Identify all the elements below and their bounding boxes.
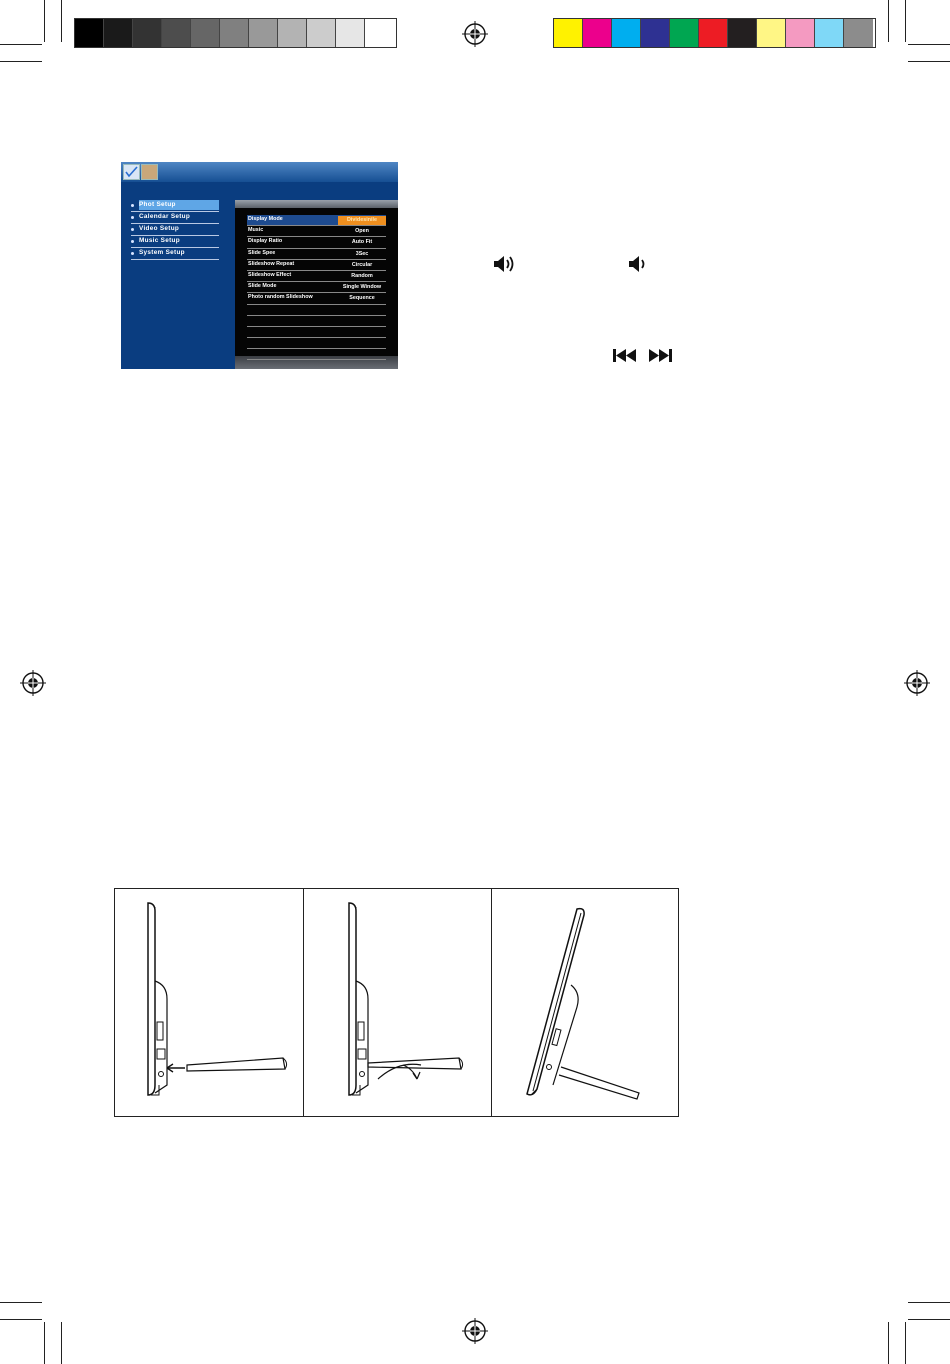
color-swatch (365, 19, 394, 47)
setting-row-slide-mode[interactable]: Slide Mode Single Window (247, 282, 386, 293)
volume-up-icon (493, 254, 517, 274)
setting-row-empty (247, 338, 386, 349)
crop-mark (905, 1322, 906, 1364)
color-swatch (757, 19, 786, 47)
color-swatch (583, 19, 612, 47)
settings-panel-header (235, 200, 398, 208)
crop-mark (0, 1302, 42, 1303)
bullet-icon (131, 252, 134, 255)
crop-mark (61, 1322, 62, 1364)
color-swatch (162, 19, 191, 47)
bullet-icon (131, 240, 134, 243)
rotate-stand-illustration (303, 889, 491, 1117)
standing-frame-illustration (491, 889, 679, 1117)
photo-tab-icon[interactable] (141, 164, 158, 180)
stand-installation-figure (114, 888, 679, 1117)
setup-tab-icon[interactable] (123, 164, 140, 180)
color-swatch (75, 19, 104, 47)
color-swatch (786, 19, 815, 47)
crop-mark (0, 1319, 42, 1320)
color-swatch (133, 19, 162, 47)
setup-menu-screenshot (121, 162, 398, 369)
crop-mark (888, 1322, 889, 1364)
color-swatch (336, 19, 365, 47)
setting-row-empty (247, 316, 386, 327)
volume-down-icon (628, 254, 648, 274)
setting-row-photo-random-slideshow[interactable]: Photo random Slideshow Sequence (247, 293, 386, 304)
color-swatch (220, 19, 249, 47)
crop-mark (888, 0, 889, 42)
setting-row-music[interactable]: Music Open (247, 226, 386, 237)
next-track-icon (648, 348, 672, 363)
color-swatch (641, 19, 670, 47)
menu-item-calendar-setup[interactable]: Calendar Setup (131, 212, 219, 224)
crop-mark (0, 61, 42, 62)
setting-row-empty (247, 349, 386, 360)
setting-row-empty (247, 305, 386, 316)
menu-top-bar (121, 162, 398, 182)
menu-item-system-setup[interactable]: System Setup (131, 248, 219, 260)
setting-row-empty (247, 327, 386, 338)
menu-item-video-setup[interactable]: Video Setup (131, 224, 219, 236)
color-swatch (815, 19, 844, 47)
bullet-icon (131, 216, 134, 219)
menu-item-phot-setup[interactable]: Phot Setup (131, 200, 219, 212)
settings-list (247, 215, 386, 360)
color-swatch (307, 19, 336, 47)
setting-row-slide-speed[interactable]: Slide Spee 3Sec (247, 249, 386, 260)
color-swatch (249, 19, 278, 47)
crop-mark (0, 44, 42, 45)
attach-stand-illustration (115, 889, 303, 1117)
crop-mark (908, 1302, 950, 1303)
setup-category-list (131, 200, 221, 260)
menu-item-music-setup[interactable]: Music Setup (131, 236, 219, 248)
crop-mark (908, 1319, 950, 1320)
color-swatch (278, 19, 307, 47)
setting-row-display-ratio[interactable]: Display Ratio Auto Fit (247, 237, 386, 248)
crop-mark (905, 0, 906, 42)
bullet-icon (131, 228, 134, 231)
color-swatch (191, 19, 220, 47)
setting-row-display-mode[interactable]: Display Mode Dividesinile (247, 215, 386, 226)
setting-row-slideshow-repeat[interactable]: Slideshow Repeat Circular (247, 260, 386, 271)
color-swatch (612, 19, 641, 47)
registration-mark-icon (462, 1318, 488, 1344)
bullet-icon (131, 204, 134, 207)
color-swatch (844, 19, 873, 47)
setting-row-slideshow-effect[interactable]: Slideshow Effect Random (247, 271, 386, 282)
color-swatch (104, 19, 133, 47)
crop-mark (908, 61, 950, 62)
crop-mark (908, 44, 950, 45)
color-swatch (554, 19, 583, 47)
registration-mark-icon (904, 670, 930, 696)
color-swatch (699, 19, 728, 47)
registration-mark-icon (462, 21, 488, 47)
color-swatch (670, 19, 699, 47)
crop-mark (44, 0, 45, 42)
color-swatch (728, 19, 757, 47)
registration-mark-icon (20, 670, 46, 696)
grayscale-bar (74, 18, 397, 48)
previous-track-icon (613, 348, 637, 363)
crop-mark (61, 0, 62, 42)
color-bar (553, 18, 876, 48)
crop-mark (44, 1322, 45, 1364)
